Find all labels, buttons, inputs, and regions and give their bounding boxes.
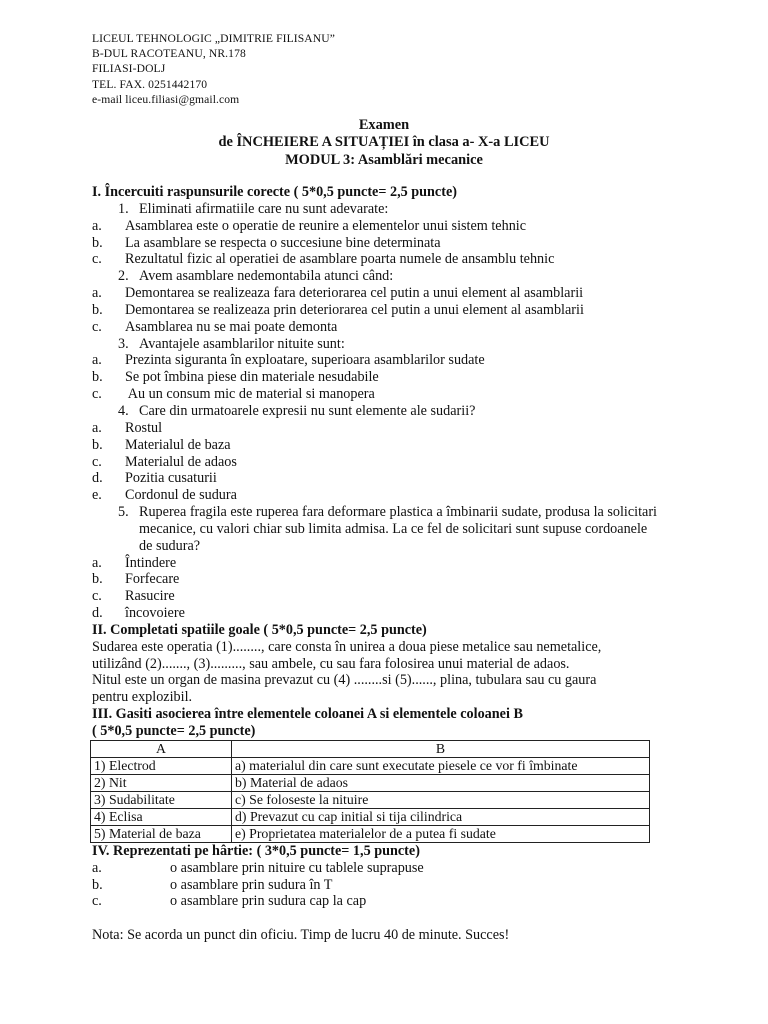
column-b-header: B — [232, 740, 650, 757]
answer-option[interactable]: e. Cordonul de sudura — [92, 487, 237, 504]
answer-option[interactable]: c. Rezultatul fizic al operatiei de asamblare poarta numele de ansamblu tehnic — [92, 251, 555, 268]
column-b-cell: a) materialul din care sunt executate piesele ce vor fi îmbinate — [232, 757, 650, 774]
column-a-cell: 2) Nit — [91, 774, 232, 791]
question-number: 5. — [118, 504, 129, 521]
column-b-cell: c) Se foloseste la nituire — [232, 791, 650, 808]
fill-in-line: pentru explozibil. — [92, 689, 193, 706]
table-header-row — [91, 740, 650, 757]
section-4-heading: IV. Reprezentati pe hârtie: ( 3*0,5 puncte= 1,5 puncte) — [92, 842, 420, 859]
answer-option[interactable]: d. încovoiere — [92, 605, 185, 622]
answer-option[interactable]: b. Se pot îmbina piese din materiale nesudabile — [92, 369, 379, 386]
answer-option[interactable]: c. Au un consum mic de material si manopera — [92, 386, 375, 403]
question-text: Avem asamblare nedemontabila atunci când: — [139, 268, 394, 285]
table-row — [91, 774, 650, 791]
fill-in-line: utilizând (2)......., (3)........., sau ambele, cu sau fara folosirea unui material de adaos. — [92, 655, 570, 672]
answer-option[interactable]: a. Întindere — [92, 554, 177, 571]
answer-option[interactable]: b. Materialul de baza — [92, 436, 231, 453]
fill-in-line: Sudarea este operatia (1)........, care consta în unirea a doua piese metalice sau nemetalice, — [92, 638, 602, 655]
answer-option[interactable]: a. Asamblarea este o operatie de reunire a elementelor unui sistem tehnic — [92, 217, 527, 234]
column-a-cell: 3) Sudabilitate — [91, 791, 232, 808]
table-row — [91, 757, 650, 774]
title-line-3: MODUL 3: Asamblări mecanice — [285, 151, 483, 168]
table-row — [91, 791, 650, 808]
answer-option[interactable]: d. Pozitia cusaturii — [92, 470, 217, 487]
column-b-cell: e) Proprietatea materialelor de a putea fi sudate — [232, 825, 650, 842]
school-name: LICEUL TEHNOLOGIC „DIMITRIE FILISANU” — [92, 32, 335, 45]
question-number: 4. — [118, 402, 129, 419]
school-address: B-DUL RACOTEANU, NR.178 — [92, 47, 246, 61]
section-3-points: ( 5*0,5 puncte= 2,5 puncte) — [92, 723, 256, 739]
question-1 — [92, 201, 664, 218]
section-3-heading: III. Gasiti asocierea între elementele coloanei A si elementele coloanei B — [92, 706, 523, 723]
column-b-cell: b) Material de adaos — [232, 774, 650, 791]
table-row — [91, 825, 650, 842]
question-2 — [92, 268, 664, 285]
exam-body — [92, 184, 664, 944]
section-4 — [92, 843, 664, 910]
question-text: Avantajele asamblarilor nituite sunt: — [139, 335, 345, 352]
question-number: 3. — [118, 335, 129, 352]
answer-option[interactable]: a. Demontarea se realizeaza fara deteriorarea cel putin a unui element al asamblarii — [92, 285, 584, 302]
column-a-cell: 5) Material de baza — [91, 825, 232, 842]
answer-option[interactable]: c. Rasucire — [92, 588, 175, 605]
table-row — [91, 808, 650, 825]
fill-in-line: Nitul este un organ de masina prevazut cu (4) ........si (5)......, plina, tubulara sau cu gaura — [92, 672, 597, 689]
answer-option[interactable]: a. Rostul — [92, 419, 163, 436]
school-city: FILIASI-DOLJ — [92, 62, 166, 76]
title-line-1: Examen — [358, 117, 410, 133]
answer-option[interactable]: b. La asamblare se respecta o succesiune bine determinata — [92, 234, 441, 251]
question-3 — [92, 336, 664, 353]
question-5 — [92, 504, 664, 555]
answer-option[interactable]: b. Demontarea se realizeaza prin deteriorarea cel putin a unui element al asamblarii — [92, 301, 584, 318]
exam-note: Nota: Se acorda un punct din oficiu. Timp de lucru 40 de minute. Succes! — [92, 927, 510, 944]
answer-option[interactable]: c. Asamblarea nu se mai poate demonta — [92, 318, 338, 335]
question-text: Ruperea fragila este ruperea fara deformare plastica a îmbinarii sudate, produsa la solicitari mecanice, cu valori chiar sub limita admisa. La ce fel de solicitari sunt supuse cordoanele de sudura? — [139, 504, 657, 554]
question-text: Care din urmatoarele expresii nu sunt elemente ale sudarii? — [139, 402, 476, 419]
school-email: e-mail liceu.filiasi@gmail.com — [92, 92, 240, 106]
column-a-header: A — [91, 740, 232, 757]
drawing-task: a. o asamblare prin nituire cu tablele suprapuse — [92, 859, 424, 876]
school-phone: TEL. FAX. 0251442170 — [92, 77, 208, 91]
title-line-2: de ÎNCHEIERE A SITUAȚIEI în clasa a- X-a LICEU — [218, 134, 550, 151]
question-number: 2. — [118, 268, 129, 285]
exam-title — [0, 117, 768, 169]
column-b-cell: d) Prevazut cu cap initial si tija cilindrica — [232, 808, 650, 825]
question-text: Eliminati afirmatiile care nu sunt adevarate: — [139, 200, 389, 217]
section-2-heading: II. Completati spatiile goale ( 5*0,5 puncte= 2,5 puncte) — [92, 621, 427, 638]
answer-option[interactable]: b. Forfecare — [92, 571, 180, 588]
school-header — [92, 31, 335, 107]
answer-option[interactable]: c. Materialul de adaos — [92, 453, 237, 470]
question-4 — [92, 403, 664, 420]
drawing-task: c. o asamblare prin sudura cap la cap — [92, 893, 367, 910]
question-number: 1. — [118, 200, 129, 217]
matching-table — [90, 740, 650, 843]
section-1-heading: I. Încercuiti raspunsurile corecte ( 5*0,5 puncte= 2,5 puncte) — [92, 184, 457, 200]
column-a-cell: 1) Electrod — [91, 757, 232, 774]
drawing-task: b. o asamblare prin sudura în T — [92, 876, 333, 893]
answer-option[interactable]: a. Prezinta siguranta în exploatare, superioara asamblarilor sudate — [92, 352, 485, 369]
column-a-cell: 4) Eclisa — [91, 808, 232, 825]
